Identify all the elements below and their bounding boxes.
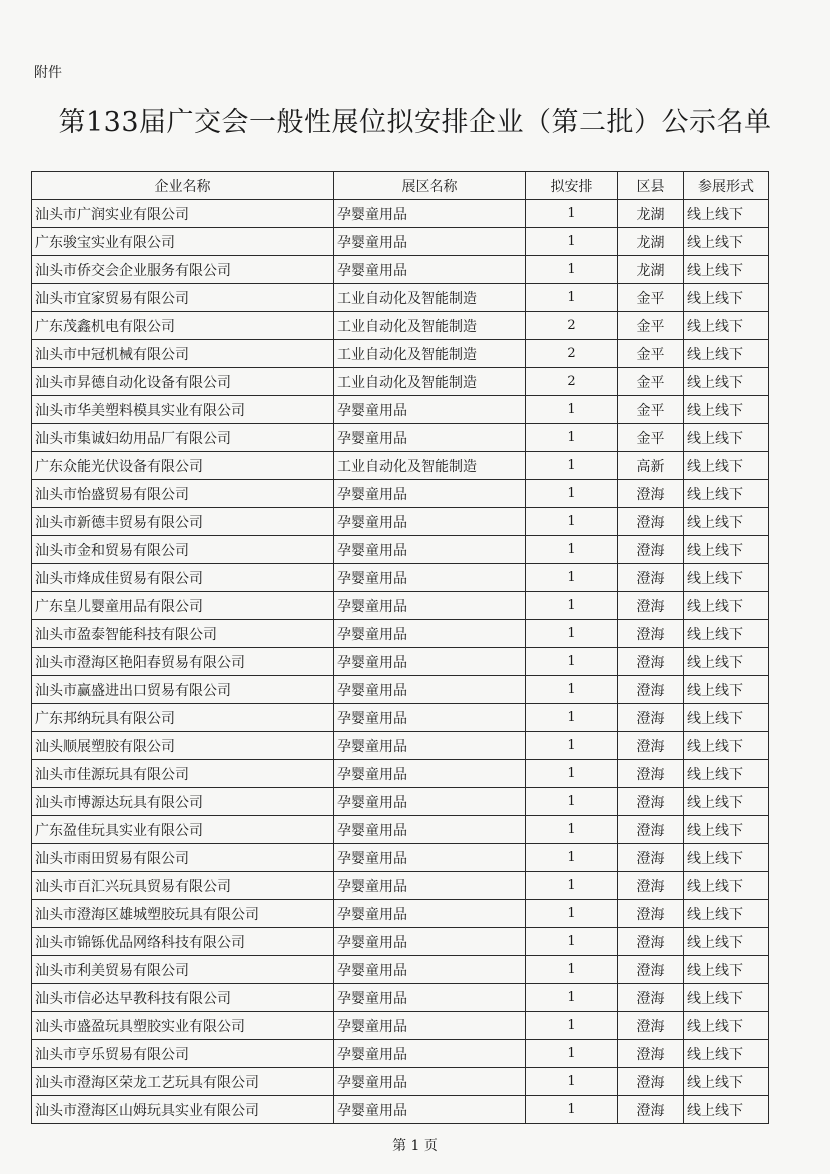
district-cell: 澄海 xyxy=(618,900,684,928)
booth-count-cell: 1 xyxy=(526,536,618,564)
participation-format-cell: 线上线下 xyxy=(684,1040,769,1068)
company-name-cell: 汕头市侨交会企业服务有限公司 xyxy=(32,256,334,284)
booth-count-cell: 1 xyxy=(526,984,618,1012)
company-name-cell: 汕头市澄海区荣龙工艺玩具有限公司 xyxy=(32,1068,334,1096)
district-cell: 龙湖 xyxy=(618,200,684,228)
table-row xyxy=(32,1068,769,1096)
district-cell: 金平 xyxy=(618,340,684,368)
exhibit-hall-cell: 孕婴童用品 xyxy=(334,900,526,928)
company-name-cell: 广东茂鑫机电有限公司 xyxy=(32,312,334,340)
district-cell: 澄海 xyxy=(618,592,684,620)
booth-count-cell: 1 xyxy=(526,620,618,648)
company-name-cell: 汕头市烽成佳贸易有限公司 xyxy=(32,564,334,592)
table-row xyxy=(32,956,769,984)
district-cell: 澄海 xyxy=(618,1096,684,1124)
booth-count-cell: 1 xyxy=(526,396,618,424)
company-name-cell: 汕头市集诚妇幼用品厂有限公司 xyxy=(32,424,334,452)
table-row xyxy=(32,284,769,312)
table-row xyxy=(32,732,769,760)
table-row xyxy=(32,928,769,956)
company-name-cell: 汕头市信必达早教科技有限公司 xyxy=(32,984,334,1012)
company-name-cell: 汕头市新德丰贸易有限公司 xyxy=(32,508,334,536)
document-title: 第133届广交会一般性展位拟安排企业（第二批）公示名单 xyxy=(58,107,772,138)
table-row xyxy=(32,760,769,788)
exhibit-hall-cell: 孕婴童用品 xyxy=(334,788,526,816)
company-name-cell: 汕头市雨田贸易有限公司 xyxy=(32,844,334,872)
exhibit-hall-cell: 工业自动化及智能制造 xyxy=(334,284,526,312)
booth-count-cell: 1 xyxy=(526,508,618,536)
table-row xyxy=(32,648,769,676)
participation-format-cell: 线上线下 xyxy=(684,732,769,760)
table-row xyxy=(32,452,769,480)
exhibit-hall-cell: 孕婴童用品 xyxy=(334,1012,526,1040)
participation-format-cell: 线上线下 xyxy=(684,312,769,340)
district-cell: 澄海 xyxy=(618,508,684,536)
booth-count-cell: 1 xyxy=(526,788,618,816)
district-cell: 澄海 xyxy=(618,872,684,900)
exhibit-hall-cell: 孕婴童用品 xyxy=(334,760,526,788)
booth-count-cell: 1 xyxy=(526,676,618,704)
company-name-cell: 汕头市华美塑料模具实业有限公司 xyxy=(32,396,334,424)
district-cell: 金平 xyxy=(618,312,684,340)
exhibit-hall-cell: 孕婴童用品 xyxy=(334,480,526,508)
district-cell: 澄海 xyxy=(618,536,684,564)
district-cell: 澄海 xyxy=(618,648,684,676)
company-name-cell: 汕头市金和贸易有限公司 xyxy=(32,536,334,564)
booth-count-cell: 1 xyxy=(526,956,618,984)
participation-format-cell: 线上线下 xyxy=(684,396,769,424)
participation-format-cell: 线上线下 xyxy=(684,256,769,284)
table-row xyxy=(32,620,769,648)
district-cell: 澄海 xyxy=(618,788,684,816)
table-row xyxy=(32,424,769,452)
participation-format-cell: 线上线下 xyxy=(684,648,769,676)
participation-format-cell: 线上线下 xyxy=(684,704,769,732)
company-name-cell: 汕头市锦铄优品网络科技有限公司 xyxy=(32,928,334,956)
participation-format-cell: 线上线下 xyxy=(684,424,769,452)
company-name-cell: 汕头市佳源玩具有限公司 xyxy=(32,760,334,788)
district-cell: 澄海 xyxy=(618,1068,684,1096)
participation-format-cell: 线上线下 xyxy=(684,368,769,396)
exhibit-hall-cell: 孕婴童用品 xyxy=(334,396,526,424)
exhibit-hall-cell: 孕婴童用品 xyxy=(334,592,526,620)
table-row xyxy=(32,536,769,564)
participation-format-cell: 线上线下 xyxy=(684,284,769,312)
participation-format-cell: 线上线下 xyxy=(684,480,769,508)
company-name-cell: 汕头市昇德自动化设备有限公司 xyxy=(32,368,334,396)
participation-format-cell: 线上线下 xyxy=(684,1096,769,1124)
exhibit-hall-cell: 孕婴童用品 xyxy=(334,648,526,676)
company-name-cell: 汕头市怡盛贸易有限公司 xyxy=(32,480,334,508)
participation-format-cell: 线上线下 xyxy=(684,340,769,368)
participation-format-cell: 线上线下 xyxy=(684,592,769,620)
column-header-hall: 展区名称 xyxy=(334,172,526,200)
exhibit-hall-cell: 孕婴童用品 xyxy=(334,704,526,732)
exhibit-hall-cell: 孕婴童用品 xyxy=(334,1096,526,1124)
district-cell: 金平 xyxy=(618,396,684,424)
company-name-cell: 广东众能光伏设备有限公司 xyxy=(32,452,334,480)
district-cell: 澄海 xyxy=(618,760,684,788)
participation-format-cell: 线上线下 xyxy=(684,816,769,844)
district-cell: 金平 xyxy=(618,368,684,396)
exhibit-hall-cell: 孕婴童用品 xyxy=(334,508,526,536)
booth-count-cell: 1 xyxy=(526,564,618,592)
column-header-company: 企业名称 xyxy=(32,172,334,200)
exhibit-hall-cell: 孕婴童用品 xyxy=(334,676,526,704)
district-cell: 金平 xyxy=(618,424,684,452)
district-cell: 澄海 xyxy=(618,844,684,872)
district-cell: 澄海 xyxy=(618,676,684,704)
booth-count-cell: 1 xyxy=(526,424,618,452)
company-name-cell: 汕头市亨乐贸易有限公司 xyxy=(32,1040,334,1068)
exhibit-hall-cell: 工业自动化及智能制造 xyxy=(334,452,526,480)
exhibit-hall-cell: 孕婴童用品 xyxy=(334,424,526,452)
district-cell: 澄海 xyxy=(618,732,684,760)
company-name-cell: 广东邦纳玩具有限公司 xyxy=(32,704,334,732)
table-header-row xyxy=(32,172,769,200)
booth-count-cell: 1 xyxy=(526,732,618,760)
booth-count-cell: 1 xyxy=(526,760,618,788)
booth-count-cell: 1 xyxy=(526,872,618,900)
company-name-cell: 汕头市中冠机械有限公司 xyxy=(32,340,334,368)
district-cell: 澄海 xyxy=(618,984,684,1012)
exhibit-hall-cell: 孕婴童用品 xyxy=(334,984,526,1012)
participation-format-cell: 线上线下 xyxy=(684,788,769,816)
district-cell: 龙湖 xyxy=(618,228,684,256)
company-name-cell: 汕头市盈泰智能科技有限公司 xyxy=(32,620,334,648)
table-row xyxy=(32,564,769,592)
booth-count-cell: 1 xyxy=(526,284,618,312)
booth-count-cell: 1 xyxy=(526,592,618,620)
district-cell: 澄海 xyxy=(618,1040,684,1068)
table-row xyxy=(32,984,769,1012)
table-row xyxy=(32,396,769,424)
booth-count-cell: 2 xyxy=(526,312,618,340)
table-row xyxy=(32,704,769,732)
district-cell: 澄海 xyxy=(618,816,684,844)
company-name-cell: 广东盈佳玩具实业有限公司 xyxy=(32,816,334,844)
table-row xyxy=(32,480,769,508)
district-cell: 龙湖 xyxy=(618,256,684,284)
company-name-cell: 汕头市赢盛进出口贸易有限公司 xyxy=(32,676,334,704)
exhibit-hall-cell: 孕婴童用品 xyxy=(334,732,526,760)
participation-format-cell: 线上线下 xyxy=(684,508,769,536)
participation-format-cell: 线上线下 xyxy=(684,760,769,788)
table-row xyxy=(32,256,769,284)
exhibit-hall-cell: 孕婴童用品 xyxy=(334,200,526,228)
table-row xyxy=(32,1040,769,1068)
exhibit-hall-cell: 孕婴童用品 xyxy=(334,1068,526,1096)
exhibit-hall-cell: 工业自动化及智能制造 xyxy=(334,368,526,396)
company-name-cell: 汕头顺展塑胶有限公司 xyxy=(32,732,334,760)
booth-count-cell: 1 xyxy=(526,228,618,256)
company-name-cell: 汕头市博源达玩具有限公司 xyxy=(32,788,334,816)
booth-count-cell: 1 xyxy=(526,1068,618,1096)
table-row xyxy=(32,592,769,620)
exhibit-hall-cell: 孕婴童用品 xyxy=(334,536,526,564)
booth-count-cell: 1 xyxy=(526,480,618,508)
table-row xyxy=(32,816,769,844)
participation-format-cell: 线上线下 xyxy=(684,620,769,648)
participation-format-cell: 线上线下 xyxy=(684,1012,769,1040)
booth-count-cell: 1 xyxy=(526,200,618,228)
table-row xyxy=(32,312,769,340)
exhibit-hall-cell: 孕婴童用品 xyxy=(334,816,526,844)
table-row xyxy=(32,900,769,928)
booth-count-cell: 1 xyxy=(526,1096,618,1124)
company-name-cell: 汕头市澄海区雄城塑胶玩具有限公司 xyxy=(32,900,334,928)
company-name-cell: 广东皇儿婴童用品有限公司 xyxy=(32,592,334,620)
participation-format-cell: 线上线下 xyxy=(684,536,769,564)
participation-format-cell: 线上线下 xyxy=(684,872,769,900)
participation-format-cell: 线上线下 xyxy=(684,200,769,228)
booth-count-cell: 1 xyxy=(526,900,618,928)
company-name-cell: 汕头市广润实业有限公司 xyxy=(32,200,334,228)
exhibitor-table xyxy=(31,171,769,1124)
booth-count-cell: 1 xyxy=(526,844,618,872)
participation-format-cell: 线上线下 xyxy=(684,1068,769,1096)
company-name-cell: 汕头市百汇兴玩具贸易有限公司 xyxy=(32,872,334,900)
participation-format-cell: 线上线下 xyxy=(684,844,769,872)
exhibit-hall-cell: 孕婴童用品 xyxy=(334,956,526,984)
table-body xyxy=(32,200,769,1124)
company-name-cell: 汕头市盛盈玩具塑胶实业有限公司 xyxy=(32,1012,334,1040)
table-row xyxy=(32,788,769,816)
table-row xyxy=(32,340,769,368)
company-name-cell: 广东骏宝实业有限公司 xyxy=(32,228,334,256)
table-row xyxy=(32,1012,769,1040)
booth-count-cell: 1 xyxy=(526,452,618,480)
booth-count-cell: 1 xyxy=(526,1040,618,1068)
district-cell: 澄海 xyxy=(618,928,684,956)
participation-format-cell: 线上线下 xyxy=(684,928,769,956)
exhibit-hall-cell: 工业自动化及智能制造 xyxy=(334,312,526,340)
table-row xyxy=(32,872,769,900)
table-row xyxy=(32,508,769,536)
exhibit-hall-cell: 孕婴童用品 xyxy=(334,564,526,592)
column-header-district: 区县 xyxy=(618,172,684,200)
table-row xyxy=(32,676,769,704)
table-row xyxy=(32,200,769,228)
table-row xyxy=(32,1096,769,1124)
participation-format-cell: 线上线下 xyxy=(684,228,769,256)
company-name-cell: 汕头市澄海区艳阳春贸易有限公司 xyxy=(32,648,334,676)
district-cell: 澄海 xyxy=(618,564,684,592)
exhibit-hall-cell: 工业自动化及智能制造 xyxy=(334,340,526,368)
district-cell: 澄海 xyxy=(618,1012,684,1040)
page-number: 第 1 页 xyxy=(392,1138,438,1154)
district-cell: 高新 xyxy=(618,452,684,480)
exhibit-hall-cell: 孕婴童用品 xyxy=(334,872,526,900)
exhibit-hall-cell: 孕婴童用品 xyxy=(334,1040,526,1068)
district-cell: 澄海 xyxy=(618,620,684,648)
booth-count-cell: 1 xyxy=(526,256,618,284)
participation-format-cell: 线上线下 xyxy=(684,564,769,592)
exhibit-hall-cell: 孕婴童用品 xyxy=(334,620,526,648)
district-cell: 金平 xyxy=(618,284,684,312)
booth-count-cell: 1 xyxy=(526,816,618,844)
company-name-cell: 汕头市澄海区山姆玩具实业有限公司 xyxy=(32,1096,334,1124)
participation-format-cell: 线上线下 xyxy=(684,900,769,928)
participation-format-cell: 线上线下 xyxy=(684,676,769,704)
column-header-format: 参展形式 xyxy=(684,172,769,200)
participation-format-cell: 线上线下 xyxy=(684,956,769,984)
company-name-cell: 汕头市宜家贸易有限公司 xyxy=(32,284,334,312)
exhibit-hall-cell: 孕婴童用品 xyxy=(334,928,526,956)
company-name-cell: 汕头市利美贸易有限公司 xyxy=(32,956,334,984)
participation-format-cell: 线上线下 xyxy=(684,984,769,1012)
table-row xyxy=(32,844,769,872)
booth-count-cell: 1 xyxy=(526,1012,618,1040)
booth-count-cell: 1 xyxy=(526,928,618,956)
participation-format-cell: 线上线下 xyxy=(684,452,769,480)
booth-count-cell: 2 xyxy=(526,340,618,368)
booth-count-cell: 1 xyxy=(526,704,618,732)
column-header-booths: 拟安排 xyxy=(526,172,618,200)
district-cell: 澄海 xyxy=(618,956,684,984)
attachment-label: 附件 xyxy=(34,65,62,81)
table-row xyxy=(32,228,769,256)
booth-count-cell: 1 xyxy=(526,648,618,676)
district-cell: 澄海 xyxy=(618,480,684,508)
exhibit-hall-cell: 孕婴童用品 xyxy=(334,256,526,284)
district-cell: 澄海 xyxy=(618,704,684,732)
table-row xyxy=(32,368,769,396)
exhibit-hall-cell: 孕婴童用品 xyxy=(334,844,526,872)
booth-count-cell: 2 xyxy=(526,368,618,396)
exhibit-hall-cell: 孕婴童用品 xyxy=(334,228,526,256)
